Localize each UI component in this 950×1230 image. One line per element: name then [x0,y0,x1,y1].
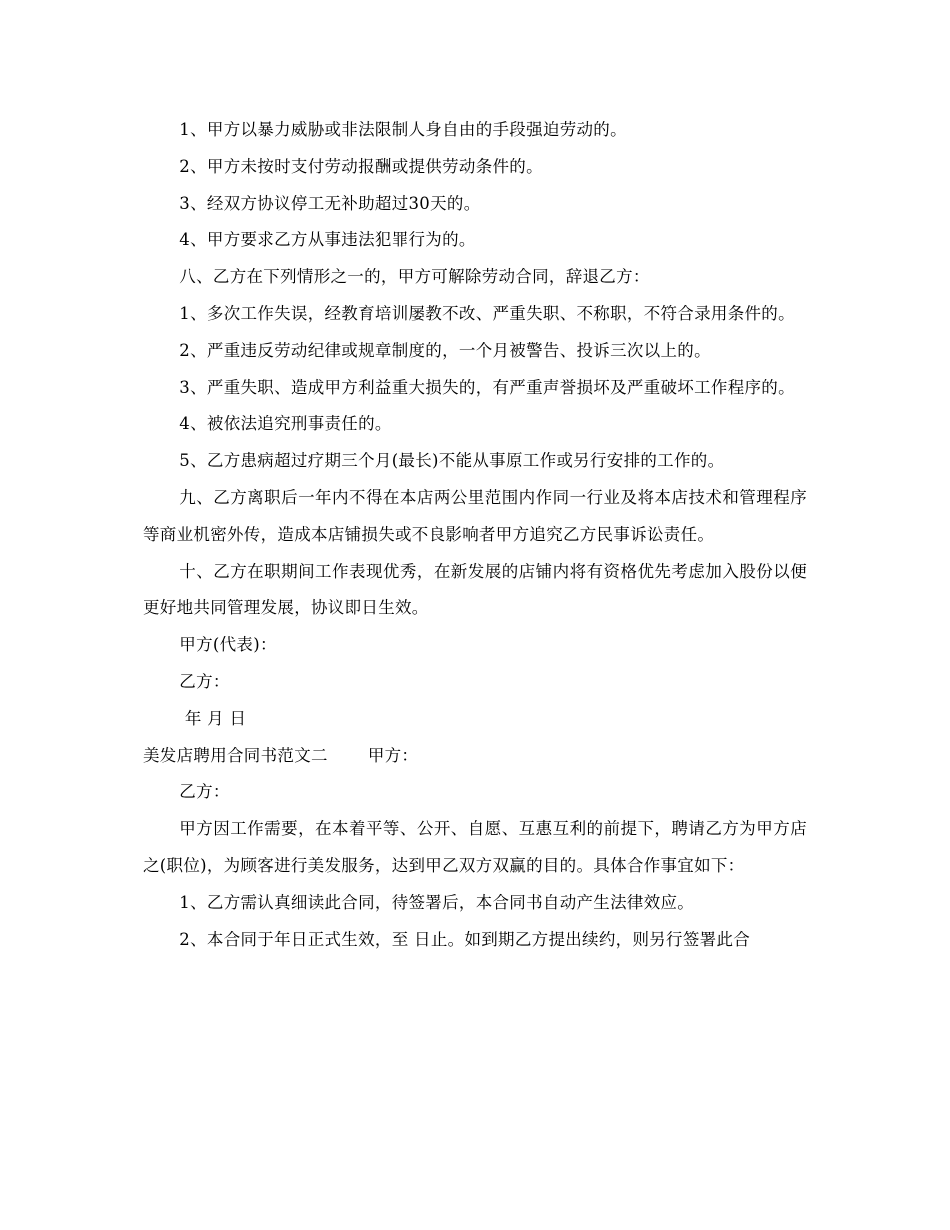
paragraph-article-8: 八、乙方在下列情形之一的，甲方可解除劳动合同，辞退乙方： [179,267,650,287]
section-heading-line [143,738,807,775]
paragraph-clause-1: 1、甲方以暴力威胁或非法限制人身自由的手段强迫劳动的。 [179,120,627,139]
document-body [143,112,807,958]
paragraph-term-2: 2、本合同于年日正式生效，至 日止。如到期乙方提出续约，则另行签署此合 [179,929,751,949]
signature-party-b: 乙方： [179,671,230,691]
paragraph-article-8-item-3: 3、严重失职、造成甲方利益重大损失的，有严重声誉损坏及严重破坏工作程序的。 [179,377,795,397]
paragraph-clause-3: 3、经双方协议停工无补助超过30天的。 [179,193,481,213]
signature-date: 年 月 日 [179,708,247,728]
paragraph-clause-4: 4、甲方要求乙方从事违法犯罪行为的。 [179,230,476,250]
section-party-b: 乙方： [179,782,230,802]
section-title: 美发店聘用合同书范文二 [143,745,328,765]
paragraph-term-1: 1、乙方需认真细读此合同，待签署后，本合同书自动产生法律效应。 [179,892,695,912]
paragraph-article-8-item-5: 5、乙方患病超过疗期三个月(最长)不能从事原工作或另行安排的工作的。 [179,451,725,471]
section-party-a: 甲方： [367,745,419,765]
signature-party-a: 甲方(代表)： [179,635,277,655]
paragraph-article-9: 九、乙方离职后一年内不得在本店两公里范围内作同一行业及将本店技术和管理程序等商业机密外传，造成本店铺损失或不良影响者甲方追究乙方民事诉讼责任。 [143,487,807,544]
paragraph-clause-2: 2、甲方未按时支付劳动报酬或提供劳动条件的。 [179,156,543,176]
paragraph-article-10: 十、乙方在职期间工作表现优秀，在新发展的店铺内将有资格优先考虑加入股份以便更好地共同管理发展，协议即日生效。 [143,561,807,618]
paragraph-article-8-item-2: 2、严重违反劳动纪律或规章制度的，一个月被警告、投诉三次以上的。 [179,340,711,360]
paragraph-article-8-item-4: 4、被依法追究刑事责任的。 [179,414,392,434]
paragraph-article-8-item-1: 1、多次工作失误，经教育培训屡教不改、严重失职、不称职，不符合录用条件的。 [179,303,795,323]
paragraph-intro: 甲方因工作需要，在本着平等、公开、自愿、互惠互利的前提下，聘请乙方为甲方店之(职位)，为顾客进行美发服务，达到甲乙双方双赢的目的。具体合作事宜如下： [143,819,807,875]
